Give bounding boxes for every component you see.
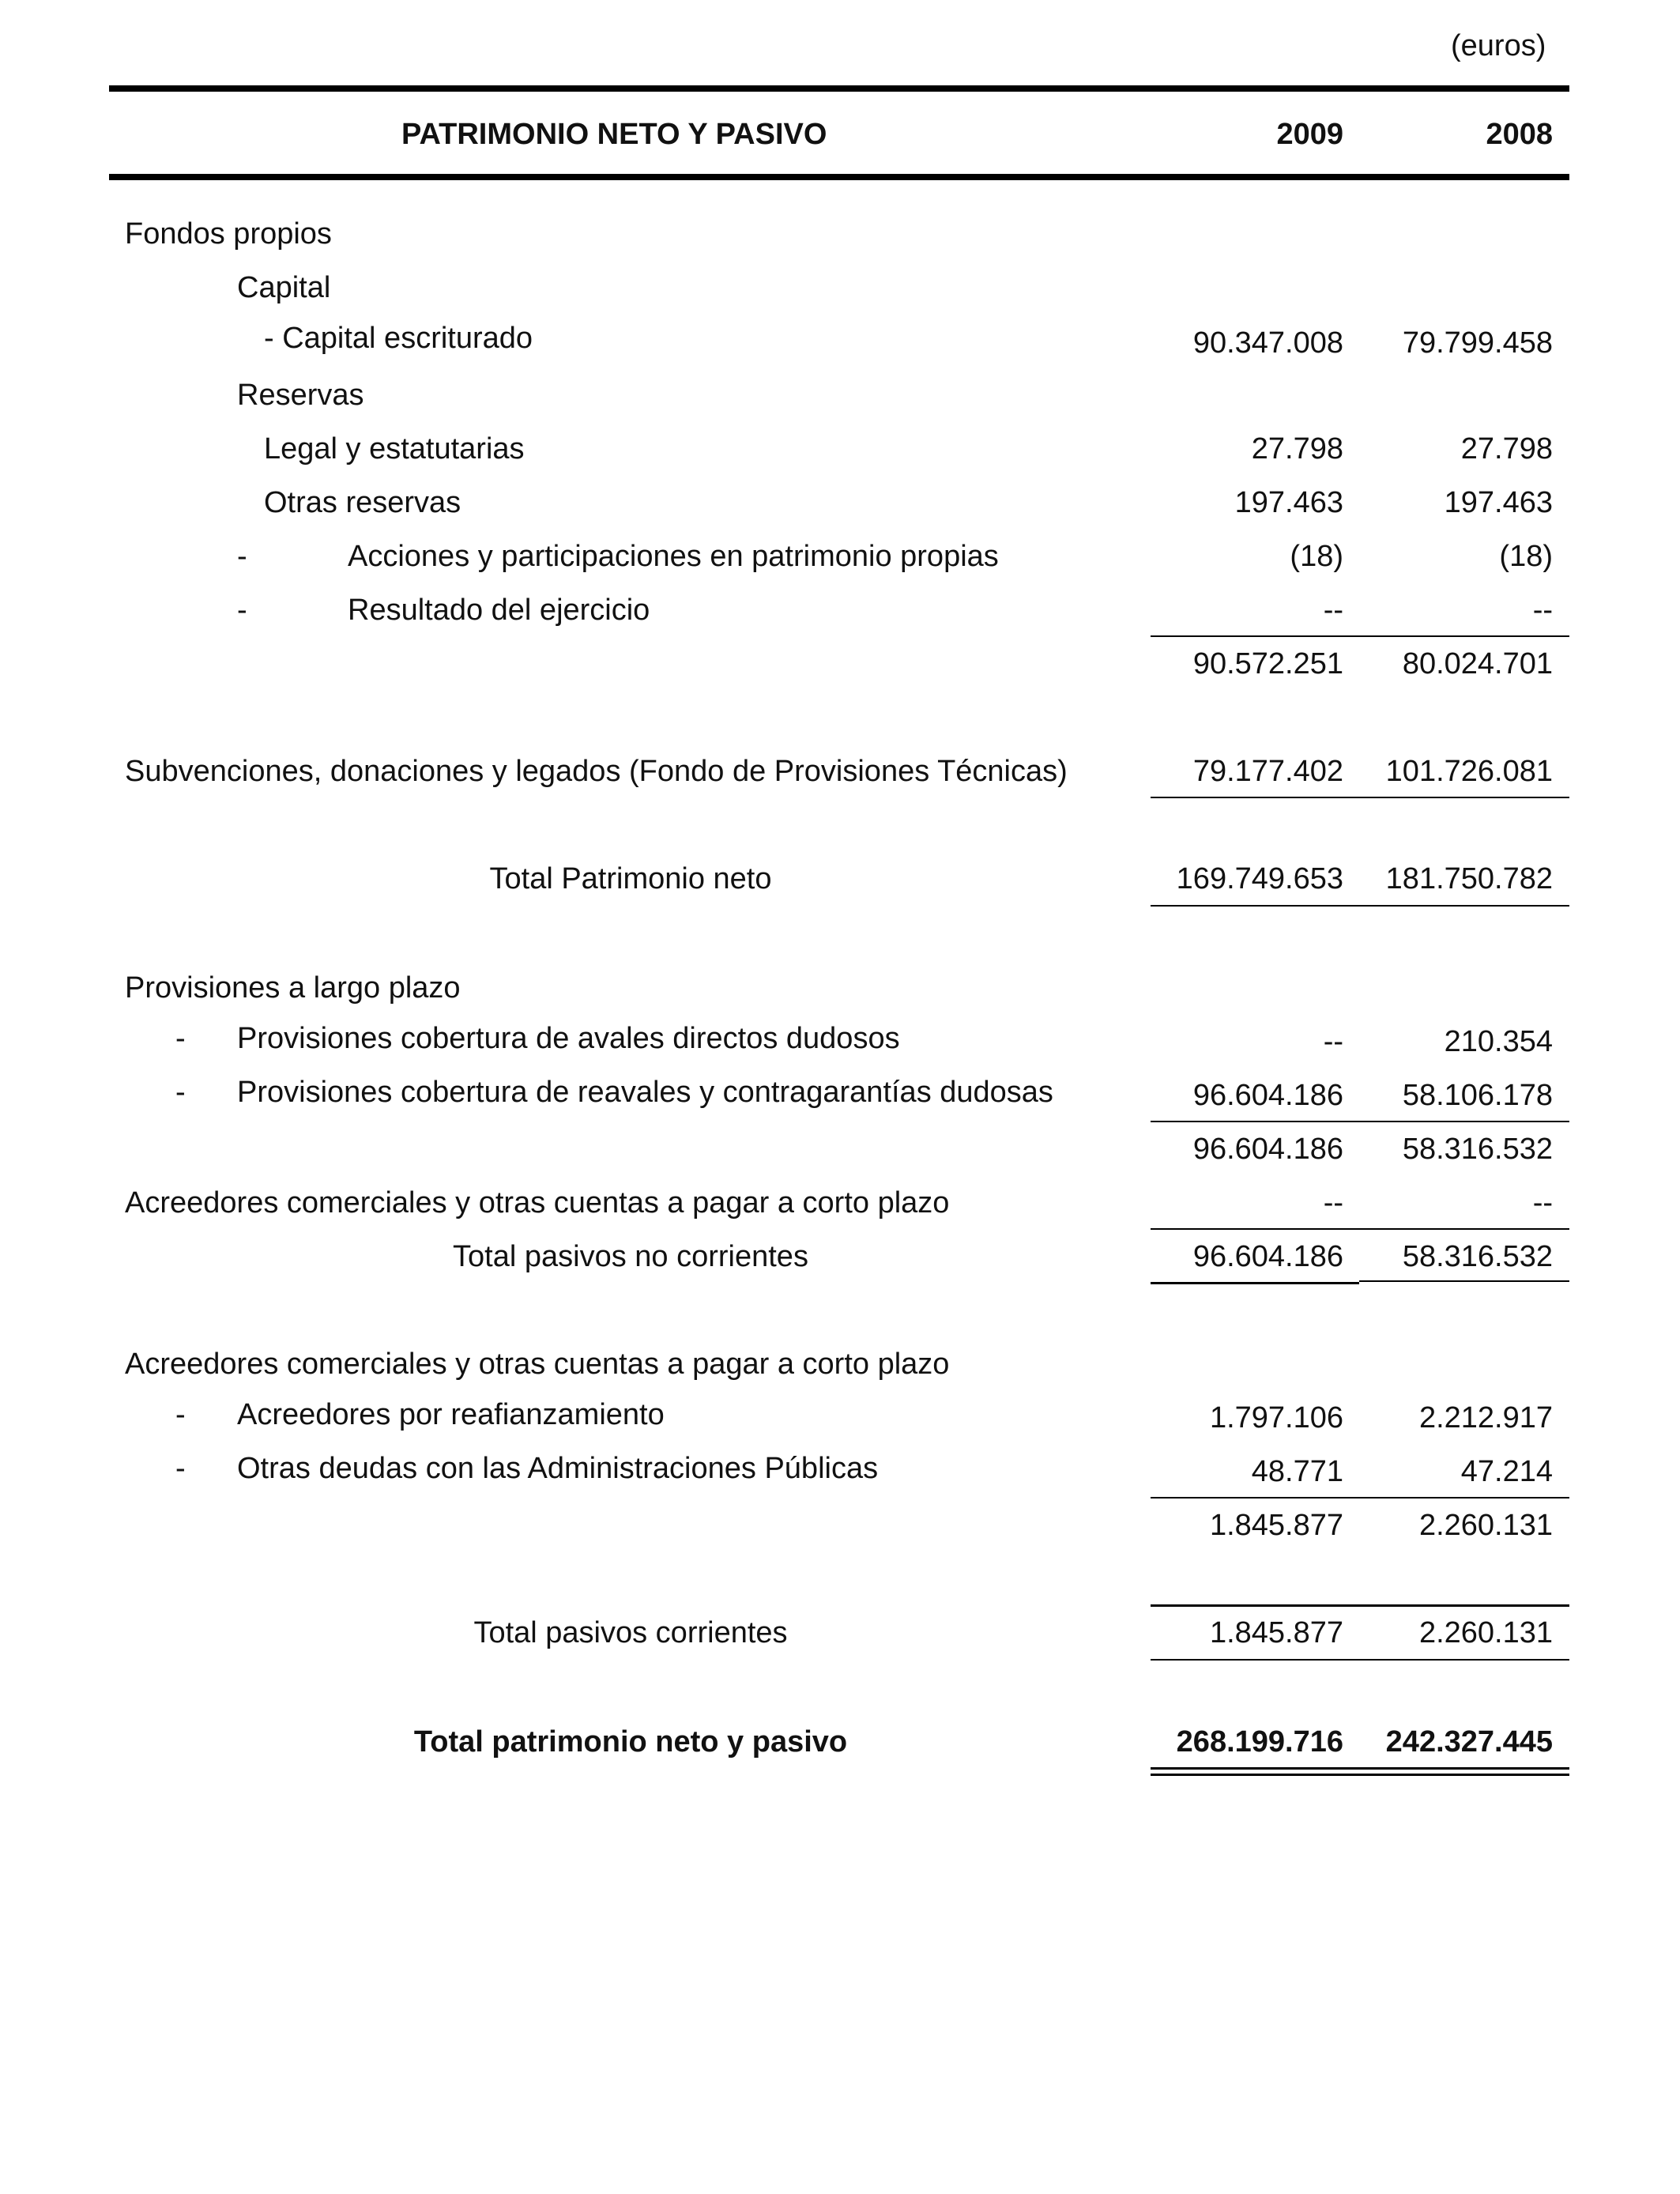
total-rule [1151, 1659, 1569, 1661]
total-2009: 1.845.877 [1209, 1616, 1343, 1649]
grand-total-2009: 268.199.716 [1176, 1725, 1343, 1759]
row-label-subvenciones: Subvenciones, donaciones y legados (Fondo de Provisiones Técnicas) [125, 755, 1068, 788]
total-rule [1359, 1280, 1569, 1282]
row-dash: - [237, 594, 247, 627]
value-2008: (18) [1499, 540, 1553, 573]
total-no-corrientes-label: Total pasivos no corrientes [453, 1240, 808, 1273]
value-2008: 47.214 [1460, 1455, 1553, 1488]
subtotal-2008: 2.260.131 [1418, 1509, 1553, 1542]
section-heading-provisiones: Provisiones a largo plazo [125, 971, 461, 1005]
units-label: (euros) [1451, 29, 1546, 62]
value-2008: -- [1532, 1186, 1553, 1220]
row-label-reafianzamiento: Acreedores por reafianzamiento [237, 1398, 665, 1431]
value-2009: -- [1323, 594, 1343, 627]
value-2009: -- [1323, 1186, 1343, 1220]
value-2009: 197.463 [1234, 486, 1343, 519]
total-rule [1151, 905, 1569, 907]
value-2009: 79.177.402 [1192, 755, 1343, 788]
column-header-2008: 2008 [1486, 118, 1553, 151]
subtotal-rule [1151, 1497, 1569, 1498]
total-corrientes-label: Total pasivos corrientes [473, 1616, 788, 1649]
section-heading-fondos-propios: Fondos propios [125, 217, 332, 251]
section-heading-acreedores-cp: Acreedores comerciales y otras cuentas a pagar a corto plazo [125, 1348, 950, 1381]
row-dash: - [175, 1076, 186, 1109]
value-2009: 96.604.186 [1192, 1079, 1343, 1112]
subtotal-rule [1151, 635, 1569, 637]
row-label-acciones: Acciones y participaciones en patrimonio propias [348, 540, 999, 573]
total-rule [1151, 1282, 1359, 1284]
value-2008: 210.354 [1444, 1025, 1553, 1058]
subtotal-rule [1151, 797, 1569, 798]
subtotal-rule [1151, 1228, 1569, 1230]
grand-total-label: Total patrimonio neto y pasivo [413, 1725, 848, 1759]
value-2009: 1.797.106 [1209, 1401, 1343, 1434]
row-dash: - [175, 1452, 186, 1485]
value-2008: 197.463 [1444, 486, 1553, 519]
subtotal-2009: 96.604.186 [1192, 1133, 1343, 1166]
double-underline-top [1151, 1767, 1569, 1770]
row-dash: - [237, 540, 247, 573]
value-2008: 79.799.458 [1402, 326, 1553, 360]
row-label-reavales: Provisiones cobertura de reavales y contragarantías dudosas [237, 1076, 1053, 1109]
header-bottom-rule [109, 174, 1569, 180]
total-top-rule [1151, 1604, 1569, 1607]
total-2008: 2.260.131 [1418, 1616, 1553, 1649]
row-label-avales: Provisiones cobertura de avales directos dudosos [237, 1022, 900, 1055]
subtotal-2009: 1.845.877 [1209, 1509, 1343, 1542]
subheading-reservas: Reservas [237, 379, 364, 412]
row-label-legal: Legal y estatutarias [264, 432, 525, 466]
header-top-rule [109, 85, 1569, 92]
subtotal-2008: 58.316.532 [1402, 1133, 1553, 1166]
value-2008: -- [1532, 594, 1553, 627]
value-2008: 27.798 [1460, 432, 1553, 466]
total-2009: 169.749.653 [1176, 862, 1343, 895]
table-title: PATRIMONIO NETO Y PASIVO [401, 118, 827, 151]
value-2009: 90.347.008 [1192, 326, 1343, 360]
subtotal-rule [1151, 1121, 1569, 1122]
row-dash: - [175, 1398, 186, 1431]
subtotal-2008: 80.024.701 [1402, 647, 1553, 680]
value-2009: 27.798 [1251, 432, 1343, 466]
row-label-acreedores: Acreedores comerciales y otras cuentas a pagar a corto plazo [125, 1186, 950, 1220]
double-underline-bottom [1151, 1774, 1569, 1776]
value-2009: -- [1323, 1025, 1343, 1058]
value-2008: 58.106.178 [1402, 1079, 1553, 1112]
column-header-2009: 2009 [1276, 118, 1343, 151]
total-2009: 96.604.186 [1192, 1240, 1343, 1273]
value-2009: (18) [1290, 540, 1343, 573]
row-label-capital-escriturado: - Capital escriturado [264, 322, 533, 355]
value-2008: 2.212.917 [1418, 1401, 1553, 1434]
subtotal-2009: 90.572.251 [1192, 647, 1343, 680]
grand-total-2008: 242.327.445 [1385, 1725, 1553, 1759]
value-2008: 101.726.081 [1385, 755, 1553, 788]
row-label-otras-reservas: Otras reservas [264, 486, 461, 519]
row-label-resultado: Resultado del ejercicio [348, 594, 650, 627]
total-patrimonio-neto-label: Total Patrimonio neto [489, 862, 772, 895]
value-2009: 48.771 [1251, 1455, 1343, 1488]
subheading-capital: Capital [237, 271, 331, 304]
total-2008: 181.750.782 [1385, 862, 1553, 895]
row-label-administraciones: Otras deudas con las Administraciones Públicas [237, 1452, 879, 1485]
total-2008: 58.316.532 [1402, 1240, 1553, 1273]
row-dash: - [175, 1022, 186, 1055]
